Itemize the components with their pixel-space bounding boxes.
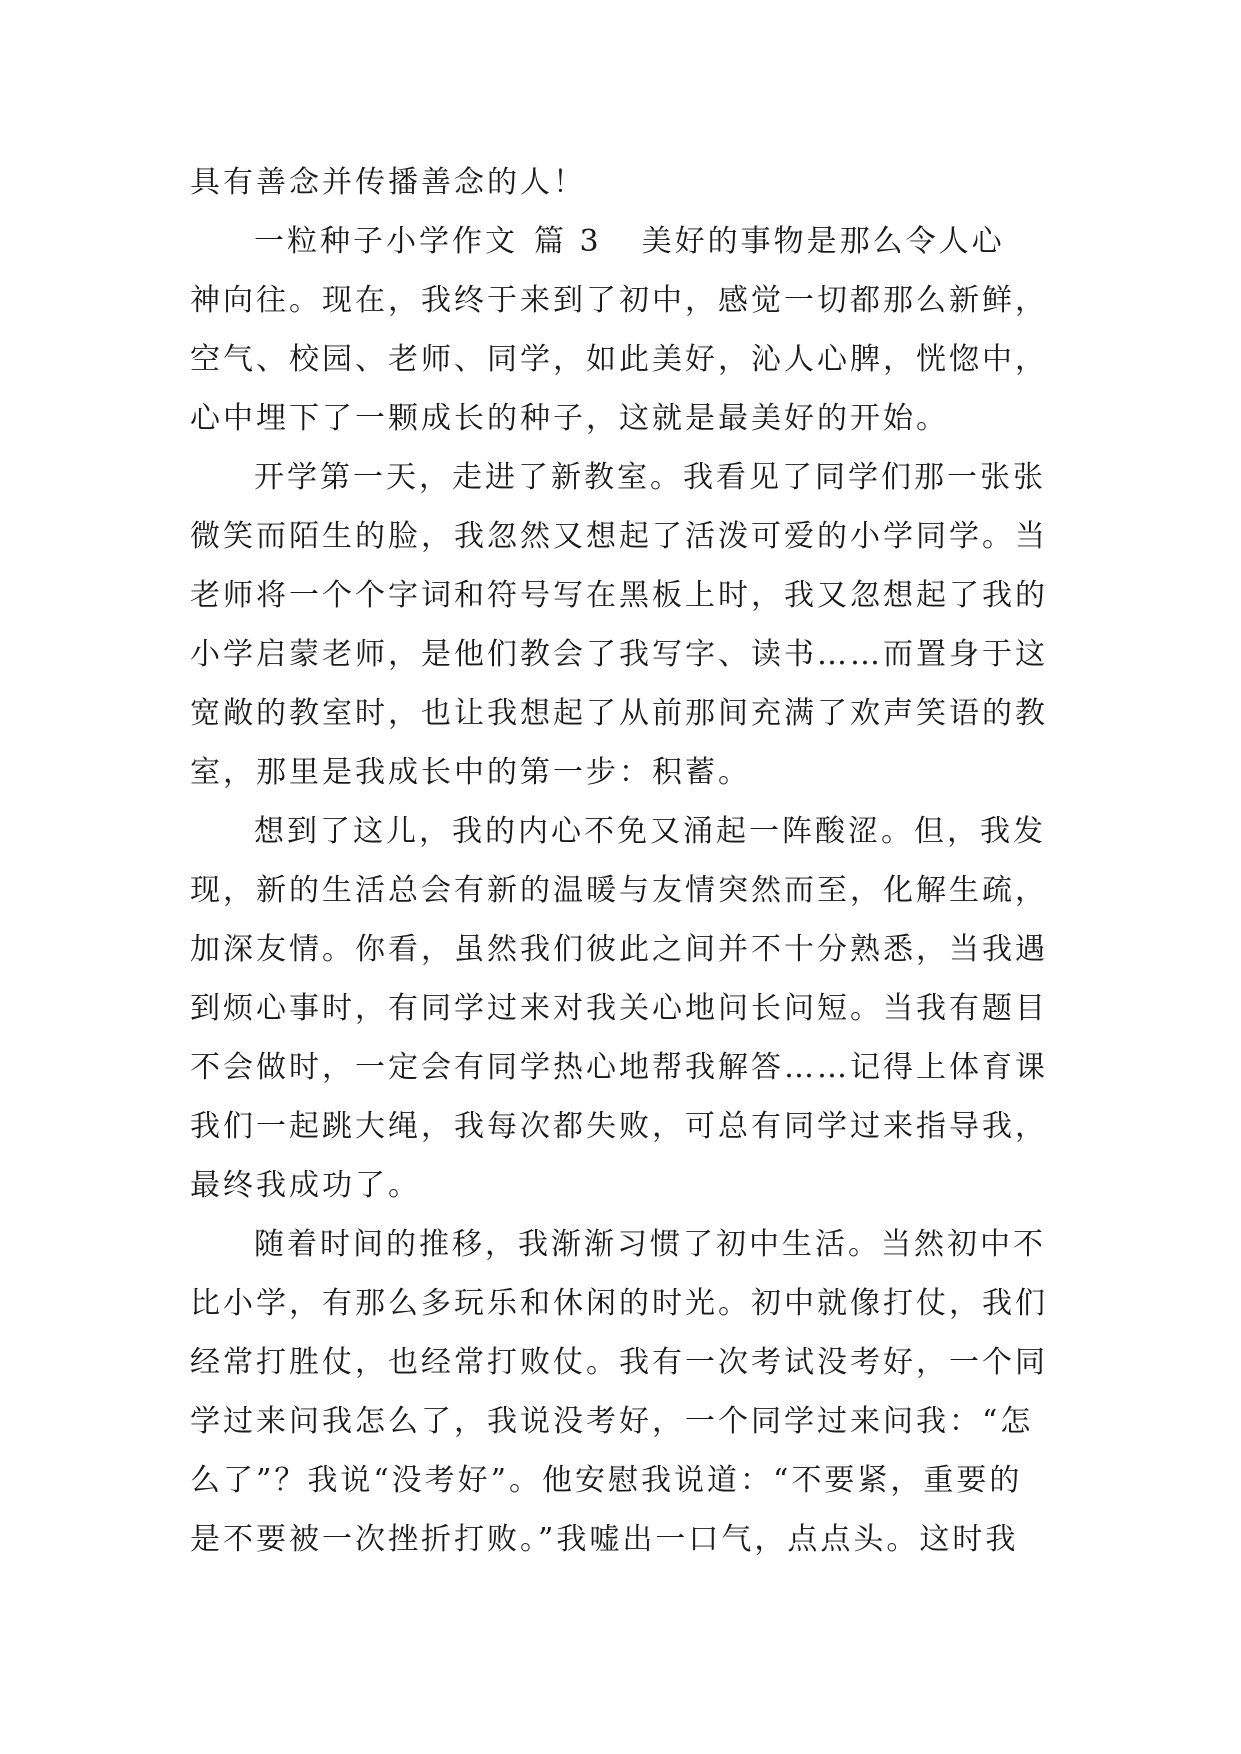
text-line: 空气、校园、老师、同学，如此美好，沁人心脾，恍惚中，: [190, 342, 1048, 377]
article-body: [190, 153, 1060, 1569]
text-line: 室，那里是我成长中的第一步：积蓄。: [190, 755, 751, 790]
text-line: 宽敞的教室时，也让我想起了从前那间充满了欢声笑语的教: [190, 696, 1048, 731]
text-line: 美好的事物是那么令人心: [641, 224, 1005, 259]
text-line: 学过来问我怎么了，我说没考好，一个同学过来问我：“怎: [190, 1404, 1034, 1439]
text-line: 现，新的生活总会有新的温暖与友情突然而至，化解生疏，: [190, 873, 1048, 908]
text-line: 加深友情。你看，虽然我们彼此之间并不十分熟悉，当我遇: [190, 932, 1048, 967]
heading-line: [190, 212, 1060, 271]
text-line: 经常打胜仗，也经常打败仗。我有一次考试没考好，一个同: [190, 1345, 1048, 1380]
paragraph-start: 想到了这儿，我的内心不免又涌起一阵酸涩。但，我发: [254, 814, 1046, 849]
text-line: 到烦心事时，有同学过来对我关心地问长问短。当我有题目: [190, 991, 1048, 1026]
text-line: 微笑而陌生的脸，我忽然又想起了活泼可爱的小学同学。当: [190, 519, 1048, 554]
text-line: 么了”？我说“没考好”。他安慰我说道：“不要紧，重要的: [190, 1463, 1023, 1498]
paragraph-start: 开学第一天，走进了新教室。我看见了同学们那一张张: [254, 460, 1046, 495]
text-line: 心中埋下了一颗成长的种子，这就是最美好的开始。: [190, 401, 949, 436]
text-line: 老师将一个个字词和符号写在黑板上时，我又忽想起了我的: [190, 578, 1048, 613]
article-title: 一粒种子小学作文: [254, 224, 518, 259]
text-line: 具有善念并传播善念的人！: [190, 165, 586, 200]
text-line: 最终我成功了。: [190, 1168, 421, 1203]
text-line: 我们一起跳大绳，我每次都失败，可总有同学过来指导我，: [190, 1109, 1048, 1144]
text-line: 不会做时，一定会有同学热心地帮我解答……记得上体育课: [190, 1050, 1048, 1085]
text-line: 小学启蒙老师，是他们教会了我写字、读书……而置身于这: [190, 637, 1048, 672]
text-line: 神向往。现在，我终于来到了初中，感觉一切都那么新鲜，: [190, 283, 1048, 318]
text-line: 是不要被一次挫折打败。”我嘘出一口气，点点头。这时我: [190, 1522, 1019, 1557]
paragraph-start: 随着时间的推移，我渐渐习惯了初中生活。当然初中不: [254, 1227, 1046, 1262]
article-number: 篇 3: [534, 224, 602, 259]
text-line: 比小学，有那么多玩乐和休闲的时光。初中就像打仗，我们: [190, 1286, 1048, 1321]
